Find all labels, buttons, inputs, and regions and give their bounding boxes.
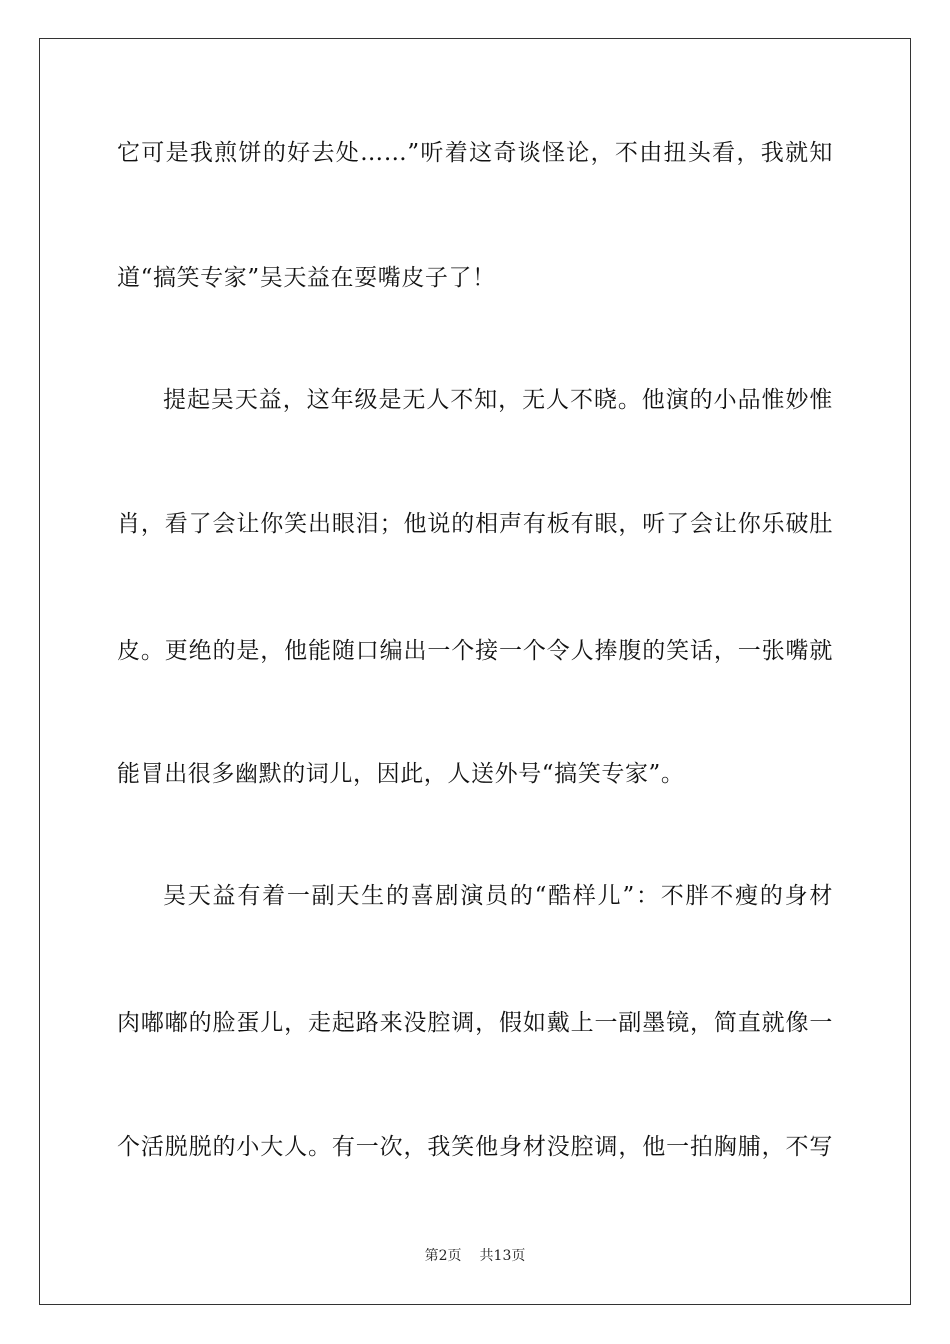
text-line-3: 提起吴天益，这年级是无人不知，无人不晓。他演的小品惟妙惟 <box>163 387 833 413</box>
page-border <box>39 38 911 1305</box>
text-line-8: 肉嘟嘟的脸蛋儿，走起路来没腔调，假如戴上一副墨镜，简直就像一 <box>117 1010 833 1036</box>
text-line-1: 它可是我煎饼的好去处……”听着这奇谈怪论，不由扭头看，我就知 <box>117 140 833 166</box>
text-line-2: 道“搞笑专家”吴天益在耍嘴皮子了！ <box>117 265 496 291</box>
page-footer <box>0 1246 950 1266</box>
page-number: 第2页 <box>424 1248 462 1264</box>
text-line-4: 肖，看了会让你笑出眼泪；他说的相声有板有眼，听了会让你乐破肚 <box>117 511 833 537</box>
text-line-5: 皮。更绝的是，他能随口编出一个接一个令人捧腹的笑话，一张嘴就 <box>117 638 833 664</box>
text-line-6: 能冒出很多幽默的词儿，因此，人送外号“搞笑专家”。 <box>117 761 685 787</box>
text-line-7: 吴天益有着一副天生的喜剧演员的“酷样儿”：不胖不瘦的身材 <box>163 883 833 909</box>
text-line-9: 个活脱脱的小大人。有一次，我笑他身材没腔调，他一拍胸脯，不写 <box>117 1134 833 1160</box>
page-total: 共13页 <box>479 1248 526 1264</box>
